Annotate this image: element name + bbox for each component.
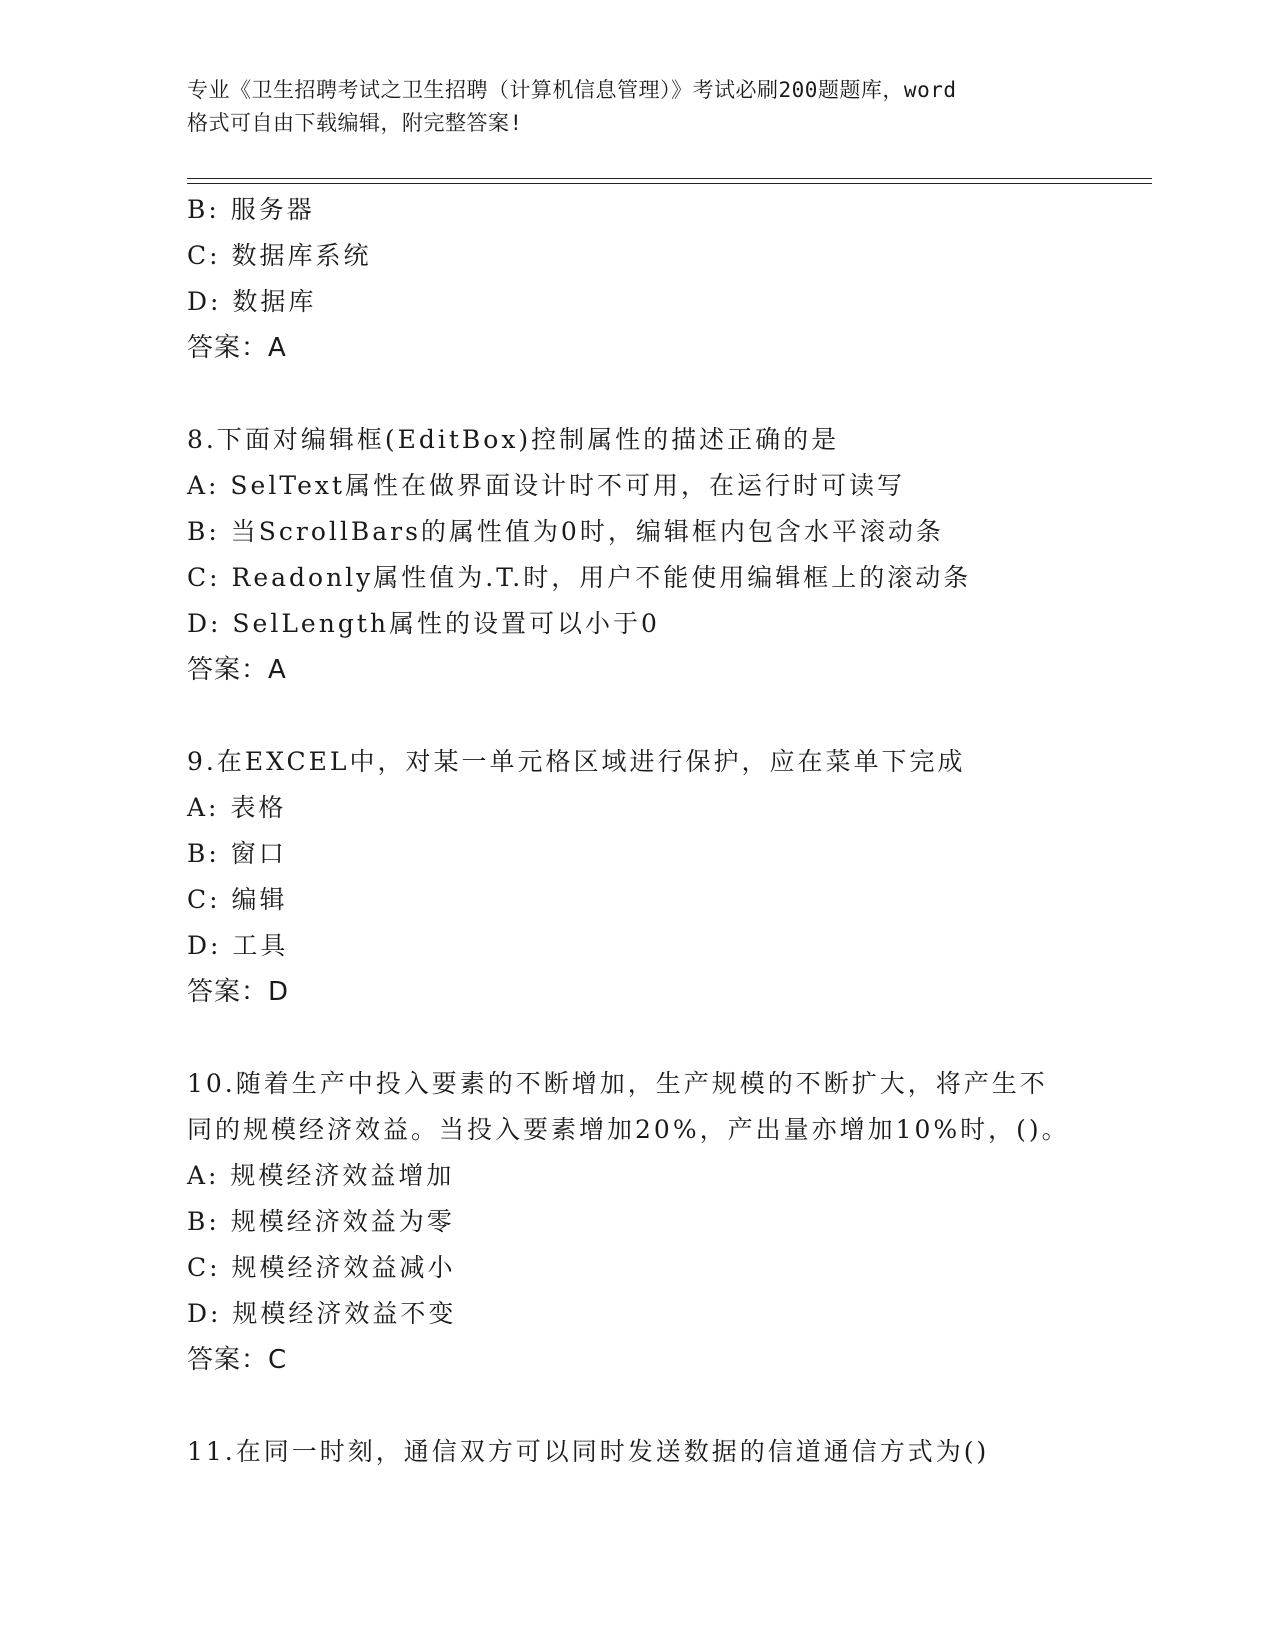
option-b: B: 当ScrollBars的属性值为0时，编辑框内包含水平滚动条 <box>187 517 944 546</box>
answer: 答案：A <box>187 655 287 685</box>
question-stem-line-2: 同的规模经济效益。当投入要素增加20%，产出量亦增加10%时，()。 <box>187 1115 1070 1144</box>
header-divider-bottom <box>187 183 1152 184</box>
option-b: B: 窗口 <box>187 839 287 868</box>
question-7-tail <box>187 187 1107 371</box>
header-divider-top <box>187 178 1152 179</box>
question-9 <box>187 739 1107 1015</box>
answer: 答案：C <box>187 1345 288 1375</box>
question-list <box>187 187 1107 1475</box>
option-d: D: SelLength属性的设置可以小于0 <box>187 609 660 638</box>
document-header <box>187 74 1087 140</box>
option-a: A: 规模经济效益增加 <box>187 1161 455 1190</box>
option-d: D: 工具 <box>187 931 289 960</box>
header-title-line-2: 格式可自由下载编辑，附完整答案! <box>187 111 523 135</box>
question-10 <box>187 1061 1107 1383</box>
question-stem: 8.下面对编辑框(EditBox)控制属性的描述正确的是 <box>187 425 840 454</box>
option-c: C: 数据库系统 <box>187 241 372 270</box>
question-stem: 11.在同一时刻，通信双方可以同时发送数据的信道通信方式为() <box>187 1437 990 1466</box>
option-c: C: Readonly属性值为.T.时，用户不能使用编辑框上的滚动条 <box>187 563 972 592</box>
question-stem-line-1: 10.随着生产中投入要素的不断增加，生产规模的不断扩大，将产生不 <box>187 1069 1048 1098</box>
option-a: A: 表格 <box>187 793 287 822</box>
spacer <box>187 693 1107 739</box>
option-a: A: SelText属性在做界面设计时不可用，在运行时可读写 <box>187 471 906 500</box>
option-d: D: 数据库 <box>187 287 317 316</box>
option-b: B: 服务器 <box>187 195 315 224</box>
question-11 <box>187 1429 1107 1475</box>
header-title-line-1: 专业《卫生招聘考试之卫生招聘（计算机信息管理）》考试必刷200题题库，word <box>187 78 957 102</box>
answer: 答案：D <box>187 977 290 1007</box>
option-c: C: 编辑 <box>187 885 288 914</box>
option-c: C: 规模经济效益减小 <box>187 1253 456 1282</box>
spacer <box>187 1015 1107 1061</box>
spacer <box>187 1383 1107 1429</box>
question-stem: 9.在EXCEL中，对某一单元格区域进行保护，应在菜单下完成 <box>187 747 966 776</box>
spacer <box>187 371 1107 417</box>
option-d: D: 规模经济效益不变 <box>187 1299 457 1328</box>
option-b: B: 规模经济效益为零 <box>187 1207 455 1236</box>
question-8 <box>187 417 1107 693</box>
answer: 答案：A <box>187 333 287 363</box>
